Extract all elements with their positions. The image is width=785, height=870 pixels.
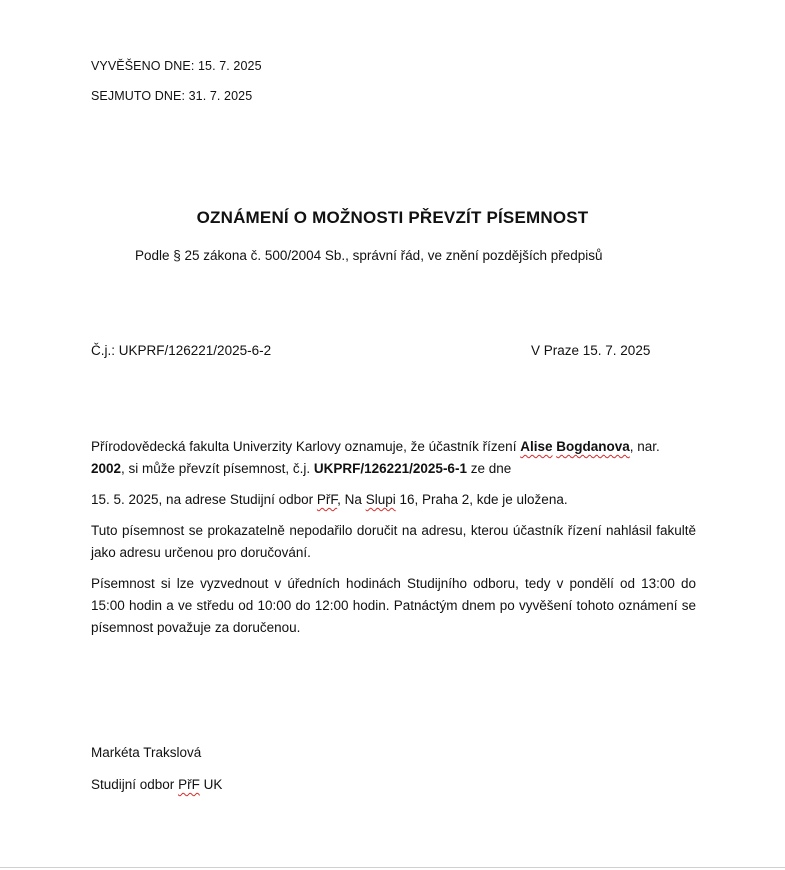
signature-department	[91, 777, 222, 792]
signature-name: Markéta Trakslová	[91, 745, 202, 760]
recipient-last-name: Bogdanova	[556, 439, 630, 454]
place-and-date: V Praze 15. 7. 2025	[531, 343, 651, 358]
page-bottom-border	[0, 867, 785, 868]
paragraph-notice	[91, 436, 696, 480]
posted-date: VYVĚŠENO DNE: 15. 7. 2025	[91, 59, 262, 73]
paragraph-text: 16, Praha 2, kde je uložena.	[395, 492, 568, 507]
document-reference: UKPRF/126221/2025-6-1	[313, 461, 467, 476]
paragraph-text: ze dne	[466, 461, 512, 476]
paragraph-text: Přírodovědecká fakulta Univerzity Karlovy oznamuje, že účastník řízení	[91, 439, 521, 454]
faculty-abbrev: PřF	[316, 492, 338, 507]
department-text: UK	[199, 777, 223, 792]
department-text: Studijní odbor	[91, 777, 179, 792]
paragraph-text: , si může převzít písemnost, č.j.	[121, 461, 314, 476]
paragraph-text: , nar.	[629, 439, 660, 454]
reference-number: Č.j.: UKPRF/126221/2025-6-2	[91, 343, 272, 358]
document-title: OZNÁMENÍ O MOŽNOSTI PŘEVZÍT PÍSEMNOST	[196, 208, 589, 227]
removed-date: SEJMUTO DNE: 31. 7. 2025	[91, 89, 253, 103]
recipient-first-name: Alise	[520, 439, 553, 454]
birth-year: 2002	[91, 461, 122, 476]
street-name: Slupi	[365, 492, 396, 507]
paragraph-address	[91, 489, 696, 511]
paragraph-text: 15. 5. 2025, na adrese Studijní odbor	[91, 492, 317, 507]
paragraph-office-hours: Písemnost si lze vyzvednout v úředních hodinách Studijního odboru, tedy v pondělí od 13:00 do 15:00 hodin a ve středu od 10:00 do 12:00 hodin. Patnáctým dnem po vyvěšení tohoto oznámení se písemnost považuje za doručenou.	[91, 576, 696, 635]
document-subtitle: Podle § 25 zákona č. 500/2004 Sb., správní řád, ve znění pozdějších předpisů	[135, 248, 603, 263]
paragraph-text: , Na	[337, 492, 366, 507]
paragraph-delivery-failed: Tuto písemnost se prokazatelně nepodařilo doručit na adresu, kterou účastník řízení nahlásil fakultě jako adresu určenou pro doručování.	[91, 523, 696, 560]
faculty-abbrev: PřF	[178, 777, 200, 792]
